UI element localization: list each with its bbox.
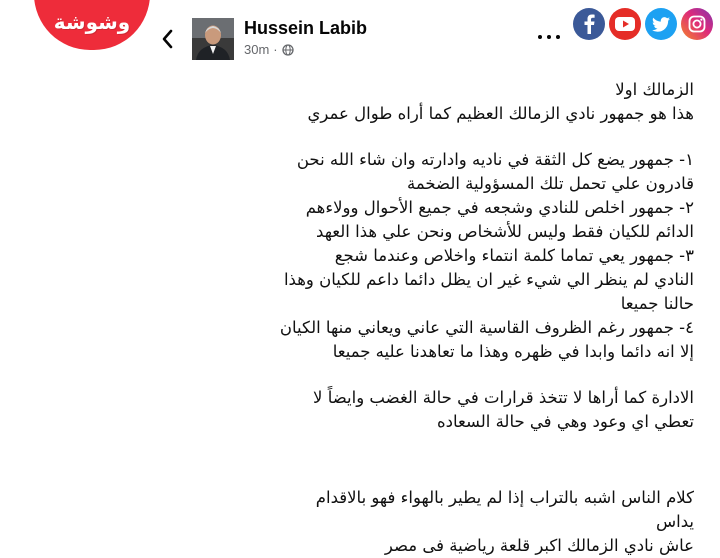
paragraph-gap — [104, 126, 694, 148]
post-line: عاش نادي الزمالك اكبر قلعة رياضية فى مصر — [384, 536, 694, 555]
post-line: يداس — [656, 512, 694, 531]
post-line: ٤- جمهور رغم الظروف القاسية التي عاني ويعاني منها الكيان — [279, 318, 694, 337]
meta-separator: · — [273, 42, 278, 57]
avatar[interactable] — [192, 18, 234, 60]
post-time[interactable]: 30m — [244, 42, 270, 57]
more-dots-icon — [538, 35, 542, 39]
post-line: ١- جمهور يضع كل الثقة في ناديه وادارته وان شاء الله نحن — [296, 150, 694, 169]
globe-icon — [282, 44, 294, 56]
post-line: حالنا جميعا — [620, 294, 694, 313]
facebook-icon[interactable] — [573, 8, 605, 40]
post-line: قادرون علي تحمل تلك المسؤولية الضخمة — [406, 174, 694, 193]
chevron-left-icon — [161, 29, 173, 49]
instagram-icon[interactable] — [681, 8, 713, 40]
post-line: تعطي اي وعود وهي في حالة السعاده — [437, 412, 694, 431]
back-button[interactable] — [158, 26, 176, 52]
post-line: النادي لم ينظر الي شيء غير ان يظل دائما داعم للكيان وهذا — [283, 270, 694, 289]
post-header — [244, 17, 367, 57]
post-line: ٢- جمهور اخلص للنادي وشجعه في جميع الأحوال وولاءهم — [305, 198, 694, 217]
post-line: الادارة كما أراها لا تتخذ قرارات في حالة الغضب وايضاً لا — [313, 388, 694, 407]
youtube-icon[interactable] — [609, 8, 641, 40]
more-options-button[interactable] — [538, 30, 560, 44]
more-dot — [556, 35, 560, 39]
avatar-image — [192, 18, 234, 60]
post-line: كلام الناس اشبه بالتراب إذا لم يطير بالهواء فهو بالاقدام — [315, 488, 694, 507]
post-line: الزمالك اولا — [615, 80, 694, 99]
post-line: هذا هو جمهور نادي الزمالك العظيم كما أراه طوال عمري — [307, 104, 694, 123]
paragraph-gap — [104, 434, 694, 486]
twitter-icon[interactable] — [645, 8, 677, 40]
site-logo-text: وشوشة — [53, 10, 131, 34]
post-line: إلا انه دائما وابدا في ظهره وهذا ما تعاهدنا عليه جميعا — [332, 342, 694, 361]
paragraph-gap — [104, 364, 694, 386]
post-body — [104, 78, 694, 558]
post-line: ٣- جمهور يعي تماما كلمة انتماء واخلاص وعندما شجع — [334, 246, 694, 265]
social-links — [573, 8, 713, 40]
post-line: الدائم للكيان فقط وليس للأشخاص ونحن علي هذا العهد — [316, 222, 694, 241]
post-meta — [244, 42, 367, 57]
site-logo-badge — [34, 0, 150, 50]
author-name[interactable]: Hussein Labib — [244, 18, 368, 38]
more-dot — [547, 35, 551, 39]
